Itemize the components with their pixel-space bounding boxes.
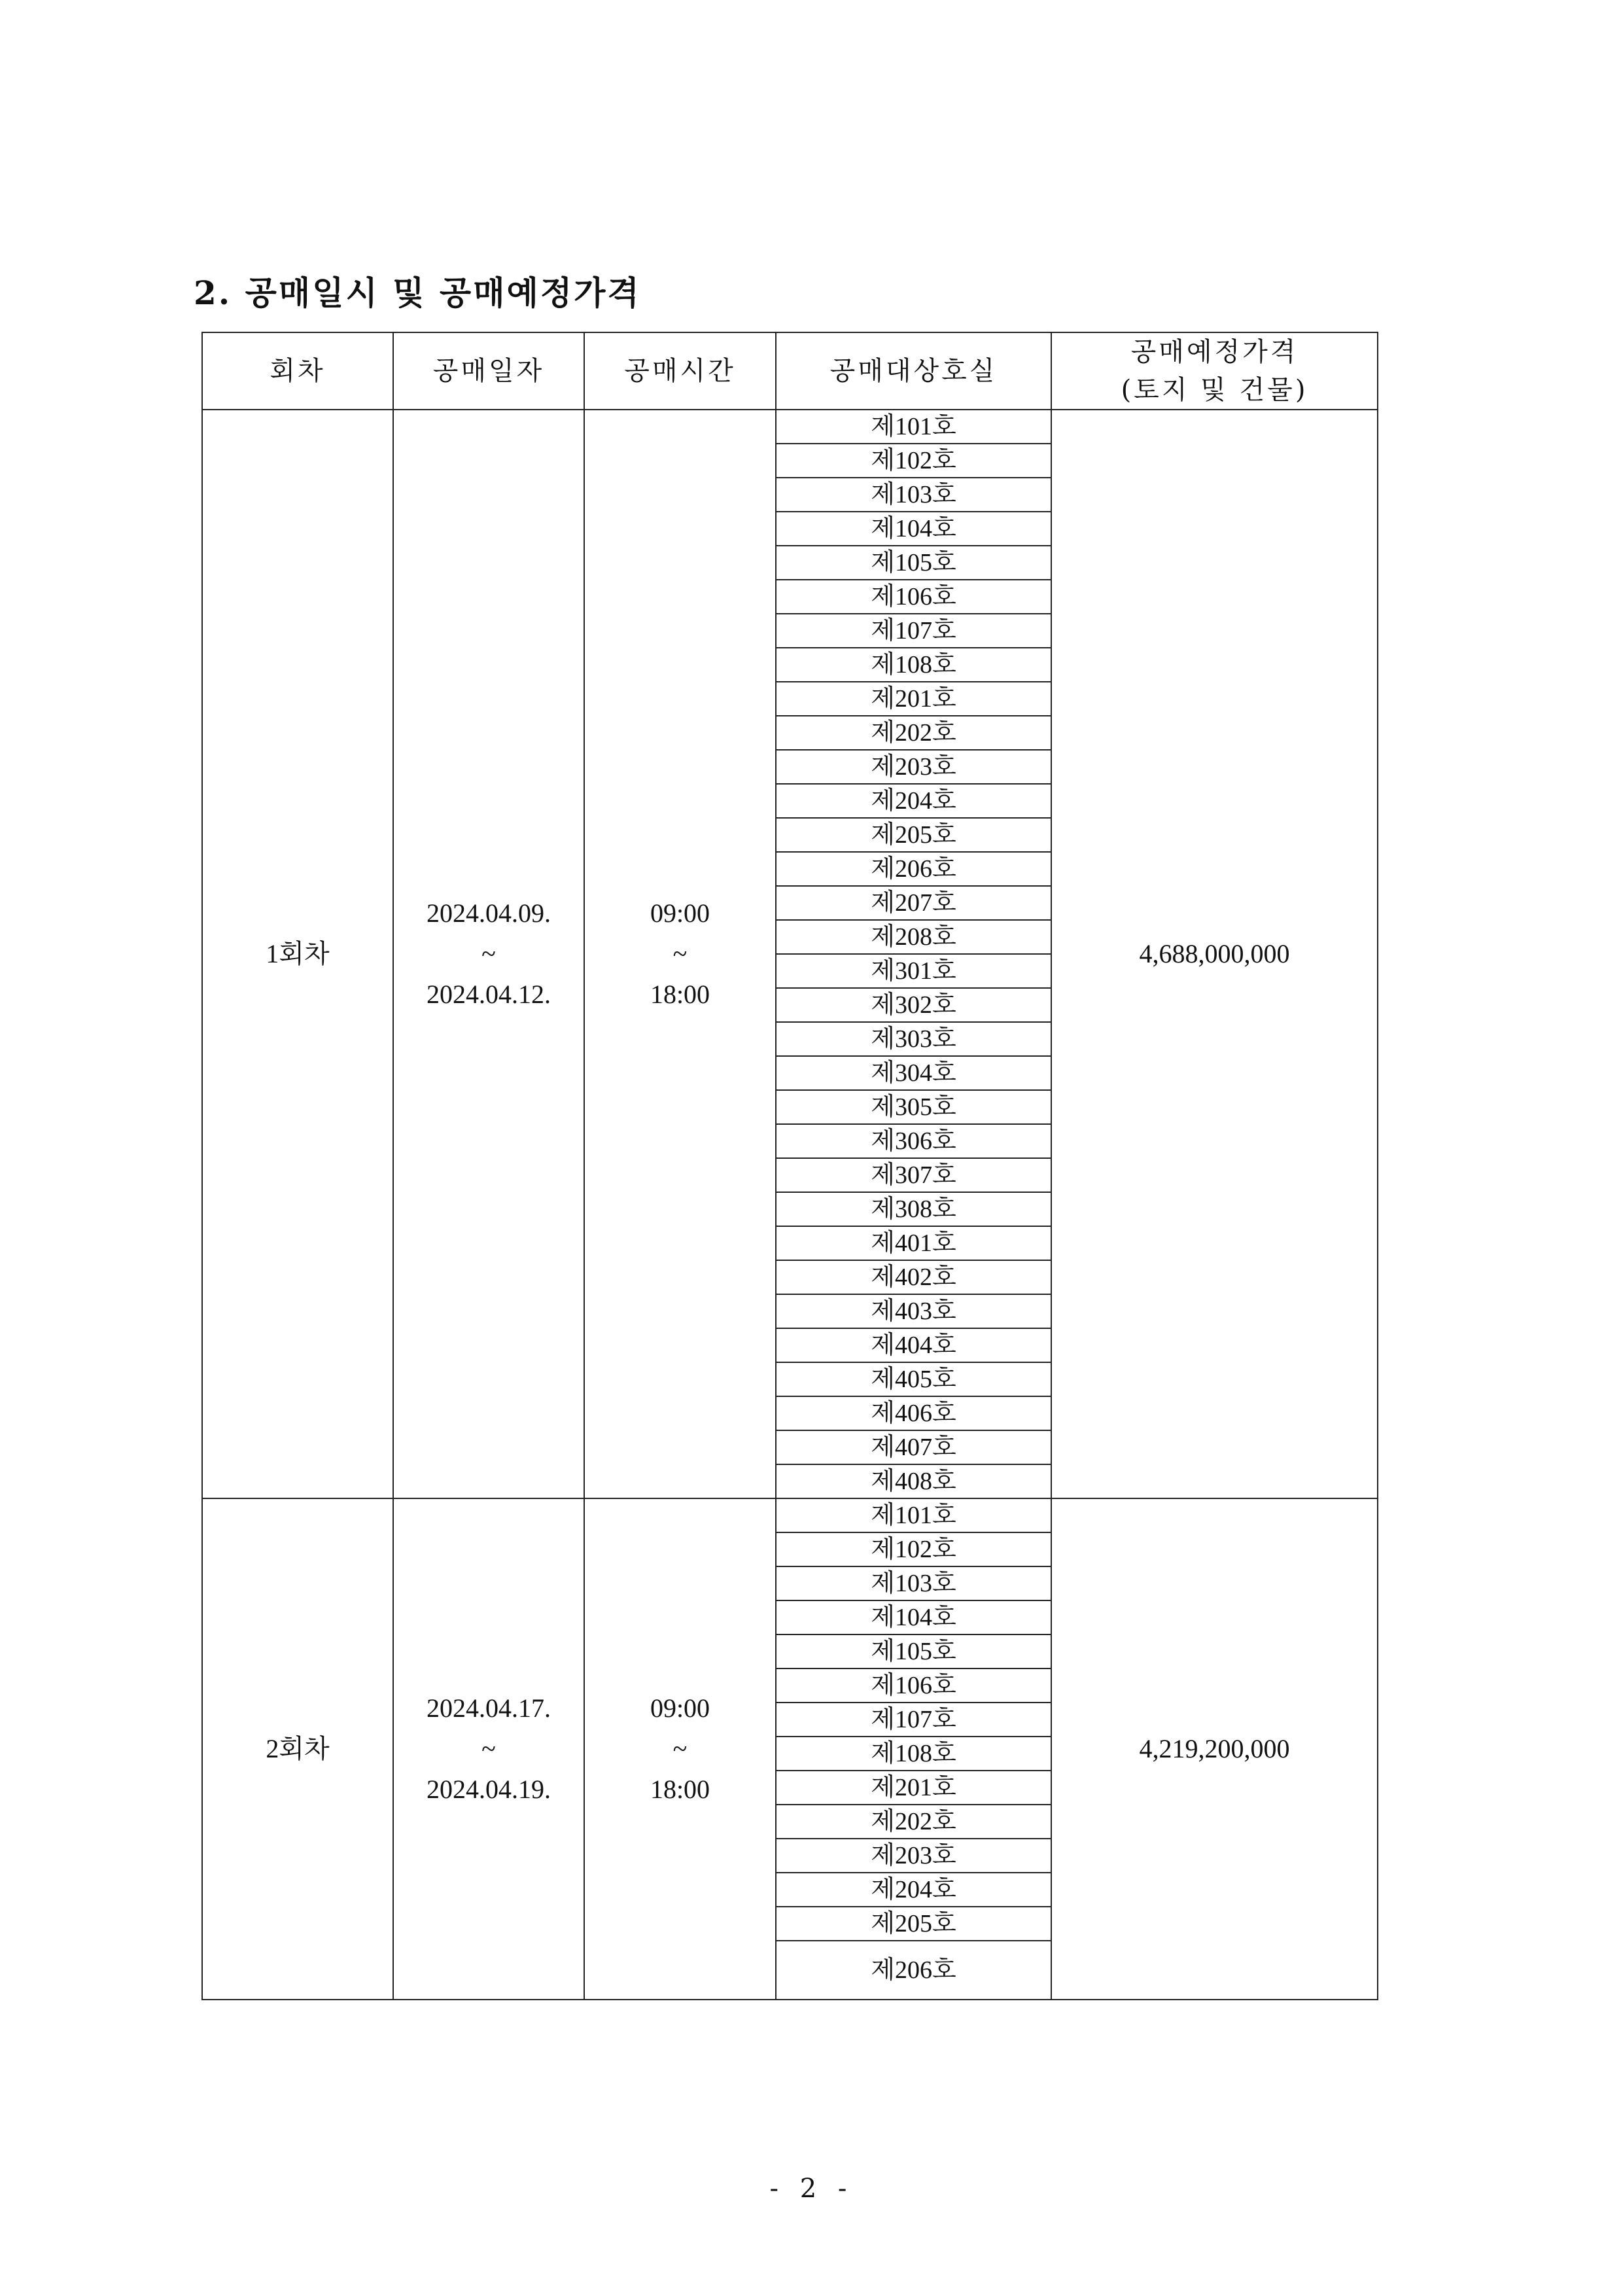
room-cell: 제404호: [776, 1328, 1051, 1362]
room-cell: 제105호: [776, 546, 1051, 580]
room-cell: 제408호: [776, 1464, 1051, 1498]
room-cell: 제101호: [776, 1498, 1051, 1532]
date-cell-line: 2024.04.12.: [427, 980, 551, 1009]
header-round: 회차: [202, 332, 393, 410]
time-cell-line: 18:00: [650, 1775, 710, 1804]
room-cell: 제106호: [776, 1669, 1051, 1703]
room-cell: 제206호: [776, 1941, 1051, 2000]
room-cell: 제403호: [776, 1294, 1051, 1328]
room-cell: 제102호: [776, 1532, 1051, 1566]
room-cell: 제107호: [776, 1703, 1051, 1737]
room-cell: 제407호: [776, 1430, 1051, 1464]
room-cell: 제102호: [776, 444, 1051, 478]
room-cell: 제205호: [776, 1907, 1051, 1941]
date-cell: [393, 410, 584, 1498]
page-number: - 2 -: [769, 2174, 854, 2204]
time-cell-line: 09:00: [650, 898, 710, 928]
table-body: [202, 410, 1378, 2000]
room-cell: 제108호: [776, 648, 1051, 682]
time-cell-line: 18:00: [650, 980, 710, 1009]
section-title: 2. 공매일시 및 공매예정가격: [194, 274, 641, 312]
time-cell-line: ~: [672, 939, 688, 968]
round-cell: 2회차: [202, 1498, 393, 2000]
room-cell: 제402호: [776, 1260, 1051, 1294]
time-cell-line: ~: [672, 1734, 688, 1763]
room-cell: 제201호: [776, 1771, 1051, 1805]
table-row: [202, 1498, 1378, 1532]
room-cell: 제201호: [776, 682, 1051, 716]
room-cell: 제106호: [776, 580, 1051, 614]
table-header-row: [202, 332, 1378, 410]
header-time: 공매시간: [584, 332, 776, 410]
room-cell: 제203호: [776, 1839, 1051, 1873]
room-cell: 제304호: [776, 1056, 1051, 1090]
date-cell: [393, 1498, 584, 2000]
header-price-line1: 공매예정가격: [1130, 337, 1299, 367]
room-cell: 제305호: [776, 1090, 1051, 1124]
time-cell-line: 09:00: [650, 1693, 710, 1723]
date-cell-line: 2024.04.09.: [427, 898, 551, 928]
room-cell: 제202호: [776, 1805, 1051, 1839]
price-cell: 4,219,200,000: [1051, 1498, 1378, 2000]
room-cell: 제204호: [776, 784, 1051, 818]
table-row: [202, 410, 1378, 444]
date-cell-line: 2024.04.19.: [427, 1775, 551, 1804]
room-cell: 제103호: [776, 1566, 1051, 1600]
header-rooms: 공매대상호실: [776, 332, 1051, 410]
room-cell: 제203호: [776, 750, 1051, 784]
header-price: [1051, 332, 1378, 410]
header-price-line2: (토지 및 건물): [1121, 375, 1308, 405]
room-cell: 제104호: [776, 512, 1051, 546]
room-cell: 제103호: [776, 478, 1051, 512]
room-cell: 제204호: [776, 1873, 1051, 1907]
header-date: 공매일자: [393, 332, 584, 410]
auction-schedule-table: [201, 332, 1378, 2000]
room-cell: 제405호: [776, 1362, 1051, 1396]
room-cell: 제303호: [776, 1022, 1051, 1056]
room-cell: 제306호: [776, 1124, 1051, 1158]
room-cell: 제205호: [776, 818, 1051, 852]
room-cell: 제104호: [776, 1600, 1051, 1634]
time-cell: [584, 1498, 776, 2000]
room-cell: 제105호: [776, 1634, 1051, 1669]
room-cell: 제208호: [776, 920, 1051, 954]
room-cell: 제308호: [776, 1192, 1051, 1226]
price-cell: 4,688,000,000: [1051, 410, 1378, 1498]
room-cell: 제108호: [776, 1737, 1051, 1771]
round-cell: 1회차: [202, 410, 393, 1498]
room-cell: 제401호: [776, 1226, 1051, 1260]
time-cell: [584, 410, 776, 1498]
room-cell: 제202호: [776, 716, 1051, 750]
room-cell: 제101호: [776, 410, 1051, 444]
date-cell-line: ~: [481, 939, 496, 968]
room-cell: 제301호: [776, 954, 1051, 988]
room-cell: 제406호: [776, 1396, 1051, 1430]
room-cell: 제207호: [776, 886, 1051, 920]
room-cell: 제302호: [776, 988, 1051, 1022]
room-cell: 제206호: [776, 852, 1051, 886]
room-cell: 제107호: [776, 614, 1051, 648]
date-cell-line: 2024.04.17.: [427, 1693, 551, 1723]
room-cell: 제307호: [776, 1158, 1051, 1192]
date-cell-line: ~: [481, 1734, 496, 1763]
